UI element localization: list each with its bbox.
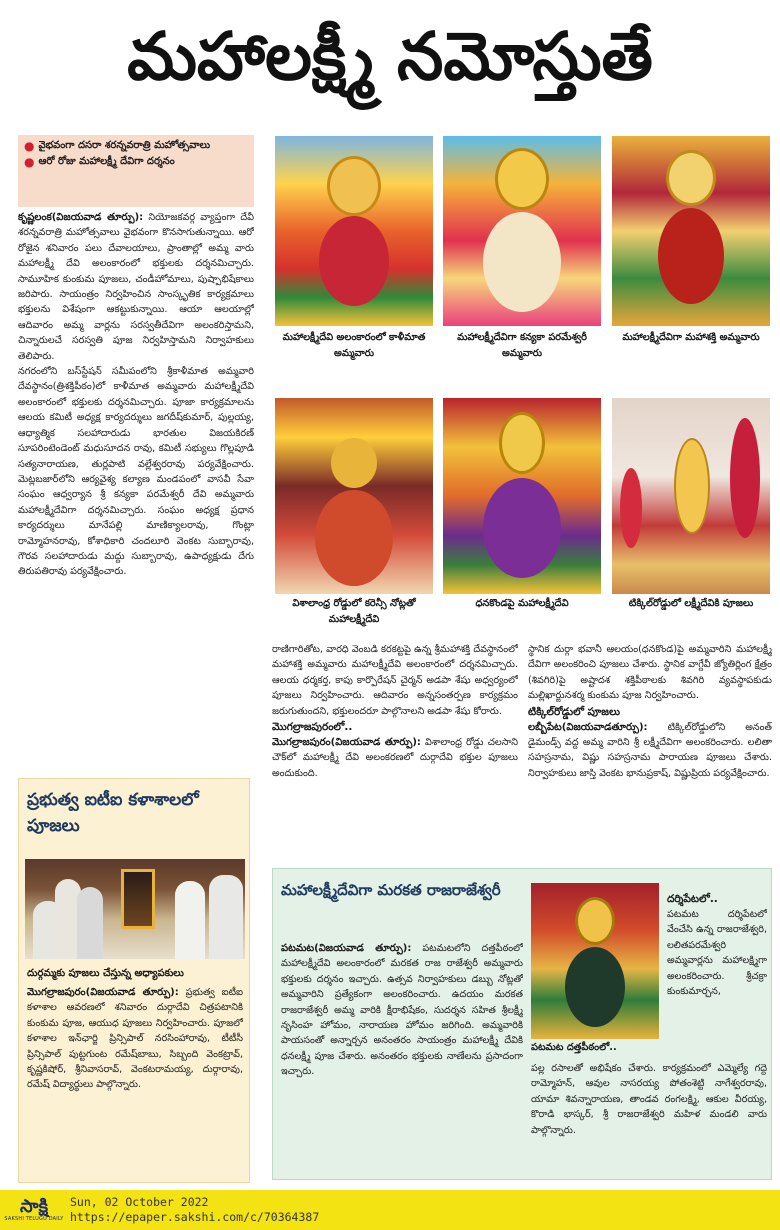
photo-caption: దుర్గమ్మకు పూజలు చేస్తున్న అధ్యాపకులు <box>27 968 184 979</box>
photo-caption: టిక్కిల్‌రోడ్డులో లక్ష్మీదేవికి పూజలు <box>628 598 754 609</box>
sub-heading: దర్శిపేటలో.. <box>667 893 718 905</box>
sub-heading: టిక్కిల్‌రోడ్డులో పూజలు <box>528 705 621 718</box>
lead-para-1: కృష్ణలంక(విజయవాడ తూర్పు): నియోజకవర్గ వ్యాప్తంగా దేవీ శరన్నవరాత్రి మహోత్సవాలు వైభవంగా కొనసాగుతున్నాయి. ఆరో రోజైన శనివారం పలు దేవాలయాలు, ప్రాంతాల్లో అమ్మ వారు మహాలక్ష్మీ దేవి అలంకారంలో భక్తులకు దర్శనమిచ్చారు. సామూహిక కుంకుమ పూజలు, చండీహోమాలు, పుష్పాభిషేకాలు జరిపారు. సాయంత్రం నిర్వహించిన సాంస్కృతిక కార్యక్రమాలు భక్తులను విశేషంగా ఆకట్టుకున్నాయి. ఆయా ఆలయాల్లో ఆదివారం అమ్మ వార్లను సరస్వతీదేవిగా అలంకరిస్తామని, చిన్నారులచే సరస్వతి పూజ నిర్వహిస్తామని నిర్వాహకులు తెలిపారు. <box>18 212 254 362</box>
box-body: పటమట(విజయవాడ తూర్పు): పటమటలోని దత్తపీఠంలో మహాలక్ష్మీదేవి అలంకారంలో మరకత రాజ రాజేశ్వరీ అమ్మవారు భక్తులకు దర్శనం ఇచ్చారు. ఉత్సవ నిర్వాహకులు డబ్బు నోట్లతో అమ్మవారిని ప్రత్యేకంగా అలంకరించారు. ఉదయం మరకత రాజరాజేశ్వరీ అమ్మ వారికి క్షీరాభిషేకం, సుదర్శన సహిత శ్రీలక్ష్మీ నృసింహ హోమం, నారాయణ హోమం జరిగింది. అమ్మవారికి పాయసంతో అన్నార్చన అనంతరం సాయంత్రం మహాలక్ష్మీ దేవికి ధనలక్ష్మీ పూజ చేశారు. అనంతరం భక్తులకు నాణేలను ప్రసాదంగా ఇచ్చారు. <box>281 943 523 1078</box>
darshipeta-continued: పల్ల రసాలతో అభిషేకం చేశారు. కార్యక్రమంలో ఎమ్మెల్యే గద్దె రామ్మోహన్, ఆవుల నాసరయ్య పోతంశెట్టి నాగేశ్వరరావు, యామా శివన్నారాయణ, తాండవ రంగలక్ష్మి, ఆకుల వీరయ్య, కొరాడి భాస్కర్, శ్రీ రాజరాజేశ్వరి మహిళ మండలి వారు పాల్గొన్నారు. <box>531 1063 767 1136</box>
photo-kalimata <box>275 136 433 326</box>
bullet-item: ● ఆరో రోజు మహాలక్ష్మీ దేవిగా దర్శనం <box>24 155 175 169</box>
box-title: ప్రభుత్వ ఐటీఐ కళాశాలలో పూజలు <box>27 790 199 836</box>
photo-currency-notes <box>275 398 433 594</box>
photo-caption: విశాలాంధ్ర రోడ్డులో కరెన్సీ నోట్లతో మహాలక్ష్మీదేవి <box>292 598 416 625</box>
photo-caption: పటమట దత్తపీఠంలో.. <box>531 1042 617 1053</box>
box-title: మహాలక్ష్మీదేవిగా మరకత రాజరాజేశ్వరీ <box>281 881 501 899</box>
lead-para-2: నగరంలోని బస్‌స్టేషన్ సమీపంలోని శ్రీకాళీమాత అమ్మవారి దేవస్థానం(త్రిశక్తిపీఠం)లో కాళీమాత అమ్మవారు మహాలక్ష్మీదేవి అలంకారంలో భక్తులకు దర్శనమిచ్చారు. పూజా కార్యక్రమాలను ఆలయ కమిటీ అధ్యక్ష కార్యదర్శులు జగదీష్‌కుమార్, పుల్లయ్య, ఆధ్యాత్మిక సలహాదారుడు భారతుల విజయకిరణ్ సూపరింటెండెంట్ మధుసూదన రావు, కమిటీ సభ్యులు గొల్లపూడి సత్యనారాయణ, తుర్లపాటి వల్లేశ్వరరావు పర్యవేక్షించారు. మెట్లబజార్‌లోని ఆర్యవైశ్య కల్యాణ మండపంలో వాసవీ సేవా సంఘం ఆధ్వర్యాన శ్రీ కన్యకా పరమేశ్వరీ దేవి అమ్మవారు మహాలక్ష్మీదేవిగా దర్శనమిచ్చారు. సంఘం అధ్యక్ష ప్రధాన కార్యదర్శులు మానేపల్లి మాణిక్యాలరావు, గొంట్లా రామ్మోహనరావు, కోశాధికారి చందలూరి వెంకట సుబ్బారావు, గౌరవ సలహాదారుడు మద్దు సుబ్బారావు, ఉపాధ్యక్షుడు దేగు తిరుపతిరావు పర్యవేక్షించారు. <box>18 366 254 578</box>
photo-dhanakonda <box>443 398 601 594</box>
photo-caption: మహాలక్ష్మీదేవిగా కన్యకా పరమేశ్వరీ అమ్మవారు <box>457 332 587 359</box>
bullet-item: ● వైభవంగా దసరా శరన్నవరాత్రి మహోత్సవాలు <box>24 139 211 153</box>
sub-heading: మొగల్రాజపురంలో.. <box>272 721 353 734</box>
iti-college-box <box>18 778 250 1183</box>
marakata-box <box>272 868 772 1180</box>
iti-photo <box>25 859 245 959</box>
bullet-icon: ● <box>24 155 35 169</box>
epaper-link[interactable]: https://epaper.sakshi.com/c/70364387 <box>70 1210 320 1224</box>
lead-article <box>18 210 254 770</box>
photo-caption: మహాలక్ష్మీదేవిగా మహాశక్తి అమ్మవారు <box>622 332 760 343</box>
footer-bar <box>0 1190 780 1230</box>
headline: మహాలక్ష్మీ నమోస్తుతే <box>127 17 653 95</box>
photo-dattapeetham <box>531 883 659 1039</box>
sakshi-logo: సాక్షి SAKSHI TELUGU DAILY <box>4 1196 64 1222</box>
box-body: మొగల్రాజపురం(విజయవాడ తూర్పు): ప్రభుత్వ ఐటీఐ కళాశాల ఆవరణలో శనివారం దుర్గాదేవి చిత్రపటానికి కుంకుమ పూజ, ఆయుధ పూజలు నిర్వహించారు. పూజలో కళాశాల ఇన్‌ఛార్జి ప్రిన్సిపాల్ నరసింహారావు, టీటీసీ ప్రిన్సిపాల్ పుట్టగుంట రమేష్‌బాబు, సిబ్బంది వెంకట్రావ్, కృష్ణకిషోర్, శ్రీనివాసరావ్, వెంకటరామయ్య, దుర్గారావు, రమేష్ విద్యార్థులు పాల్గొన్నారు. <box>27 987 243 1091</box>
photo-caption: మహాలక్ష్మీదేవి అలంకారంలో కాళీమాత అమ్మవారు <box>282 332 426 359</box>
photo-tikkil-road <box>612 398 770 594</box>
photo-mahashakti <box>612 136 770 326</box>
darshipeta-article: దర్శిపేటలో.. పటమట దర్శిపేటలో వేంచేసి ఉన్న రాజరాజేశ్వరి, లలితపరమేశ్వరి అమ్మవార్లను మహాలక్ష్మిగా అలంకరించారు. శ్రీచక్రా కుంకుమార్చన, <box>667 893 767 998</box>
photo-caption: ధనకొండపై మహాలక్ష్మీదేవి <box>475 598 569 609</box>
mahashakti-article: రాణిగారితోట, వారధి వెంబడి కరకట్టపై ఉన్న శ్రీమహాశక్తి దేవస్థానంలో మహాశక్తి అమ్మవారు మహాలక్ష్మీదేవి అలంకారంలో దర్శనమిచ్చారు. ఆలయ ధర్మకర్త, కాపు కార్పొరేషన్ చైర్మన్ అడపా శేషు అధ్వర్యంలో పూజలు నిర్వహించారు. ఆదివారం అన్నసంతర్పణ కార్యక్రమం జరుగుతుందని, భక్తులందరూ పాల్గొనాలని అడపా శేషు కోరారు. మొగల్రాజపురంలో.. మొగల్రాజపురం(విజయవాడ తూర్పు): విశాలాంధ్ర రోడ్డు చలసాని చౌక్‌లో మహాలక్ష్మీ దేవి అలంకరణలో దుర్గాదేవి భక్తుల పూజలు అందుకుంది. <box>272 644 518 779</box>
bullet-icon: ● <box>24 139 35 153</box>
highlight-box <box>18 135 254 207</box>
edition-date: Sun, 02 October 2022 <box>70 1195 209 1209</box>
dhanakonda-article: స్థానిక దుర్గా భవానీ ఆలయం(ధనకొండ)పై అమ్మవారిని మహాలక్ష్మీ దేవిగా అలంకరించి పూజలు చేశారు. స్థానిక వాగ్దేవీ జ్యోతిర్లింగ క్షేత్రం (శివగిరి)పై అష్టాదశ శక్తిపీఠాలకు శివగిరి వ్యవస్థాపకుడు మల్లిఖార్జునశర్మ కుంకుమ పూజ నిర్వహించారు. టిక్కిల్‌రోడ్డులో పూజలు లబ్బీపేట(విజయవాడతూర్పు): టిక్కిల్‌రోడ్డులోని అనంత్ డైమండ్స్ వద్ద అమ్మ వారిని శ్రీ లక్ష్మీదేవిగా అలంకరించారు. లలితా సహస్రనామ, విష్ణు సహస్రనామ పారాయణ పూజలు చేశారు. నిర్వాహకులు జాస్తి వెంకట భానుప్రకాష్, విష్ణుప్రియ పర్యవేక్షించారు. <box>528 644 772 779</box>
dateline: కృష్ణలంక(విజయవాడ తూర్పు): <box>18 212 144 223</box>
photo-kanyaka <box>443 136 601 326</box>
